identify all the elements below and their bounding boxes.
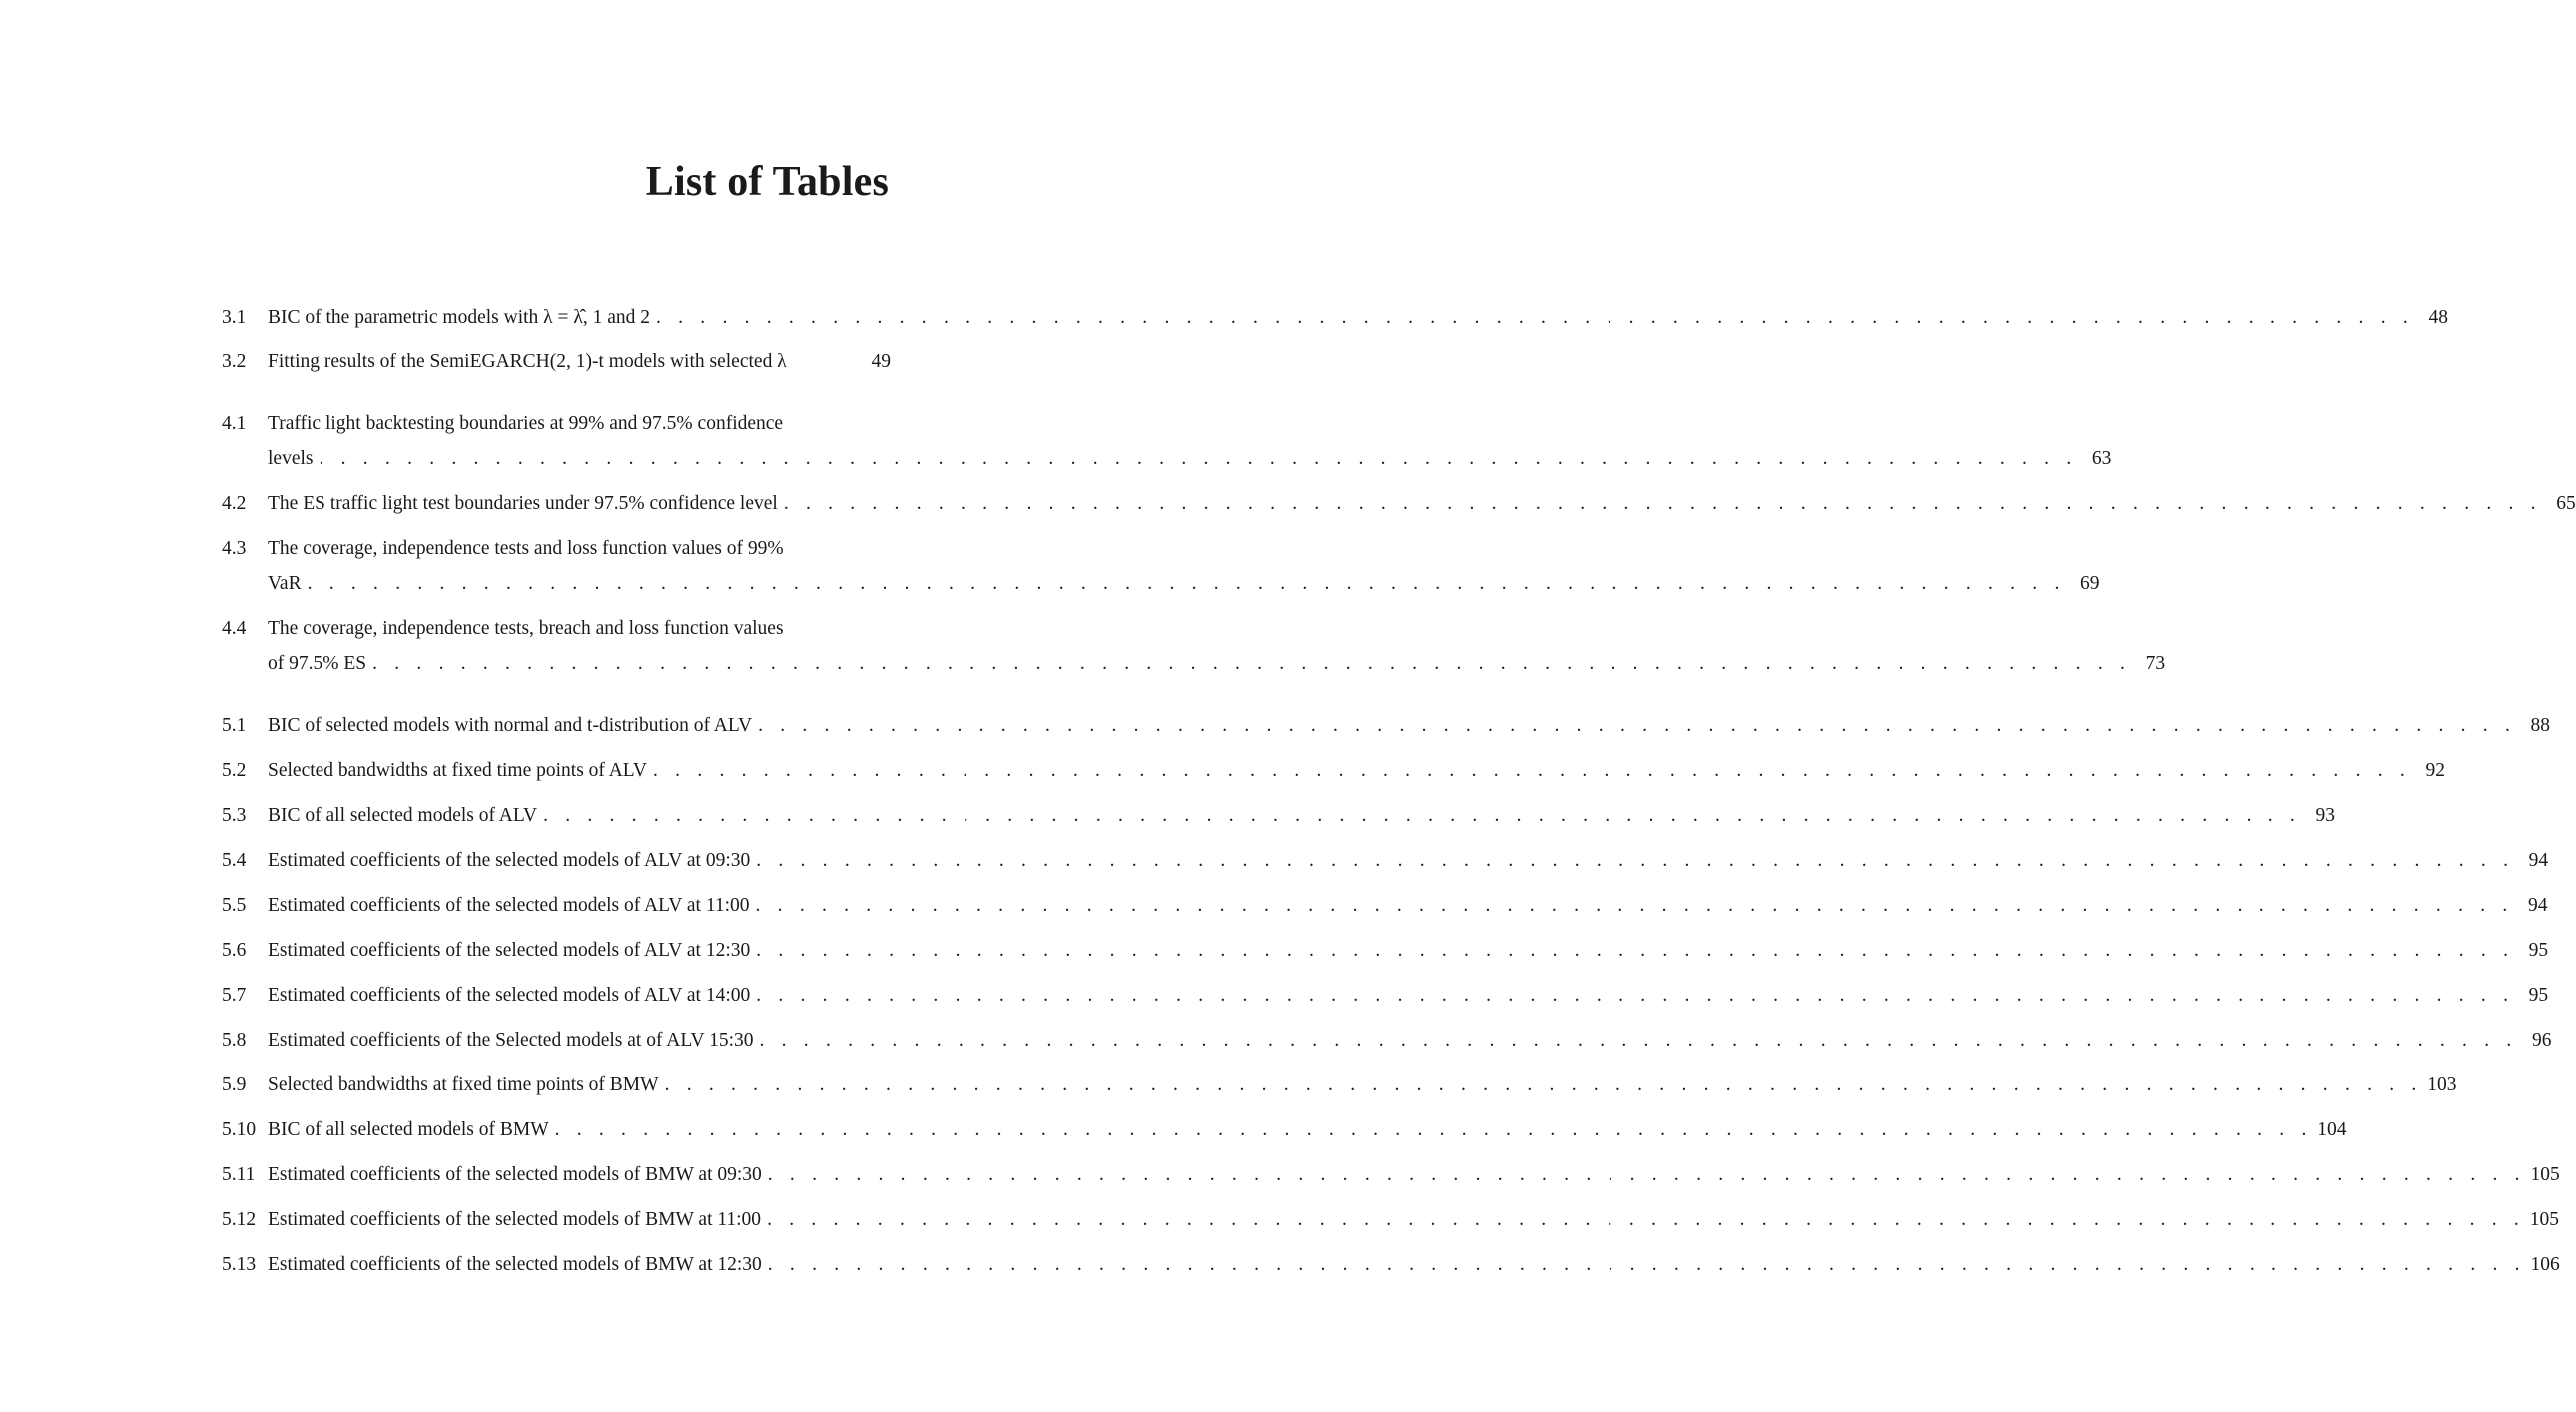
page-number: 49 (871, 352, 891, 372)
page-number: 73 (2145, 653, 2166, 674)
entry-body (268, 1157, 2560, 1192)
dot-leader: . . . . . . . . . . . . . . . . . . . . . . . . . . . . . . . . . . . . . . . . . . . . . . . . . . . . . . . . . . . . . . . . . . . . . . . . . . . . . . . . (756, 940, 2515, 961)
table-number: 3.2 (222, 352, 247, 372)
dot-leader: . . . . . . . . . . . . . . . . . . . . . . . . . . . . . . . . . . . . . . . . . . . . . . . . . . . . . . . . . . . . . . . . . . . . . . . . . . . . . . . . (653, 760, 2411, 781)
toc-entry[interactable] (222, 1157, 2560, 1192)
toc-entry[interactable] (222, 978, 2549, 1013)
table-caption: BIC of all selected models of BMW (268, 1119, 549, 1140)
entry-body (268, 486, 2576, 521)
entry-body (268, 708, 2550, 743)
table-caption: Selected bandwidths at fixed time points of ALV (268, 760, 648, 781)
table-caption-line: The coverage, independence tests and loss function values of 99% (268, 538, 784, 559)
dot-leader: . . . . . . . . . . . . . . . . . . . . . . . . . . . . . . . . . . . . . . . . . . . . . . . . . . . . . . . . . . . . . . . . . . . . . . . . . . . . . . . . (319, 448, 2078, 469)
entry-gap (222, 1102, 891, 1112)
table-number: 5.11 (222, 1164, 256, 1185)
entry-body (268, 1202, 2559, 1237)
table-caption: Estimated coefficients of the selected models of BMW at 11:00 (268, 1209, 762, 1230)
table-caption: Estimated coefficients of the selected models of ALV at 12:30 (268, 940, 751, 961)
table-caption: BIC of the parametric models with λ = λ̂, 1 and 2 (268, 307, 650, 328)
caption-last-line (268, 933, 2548, 968)
entry-body (268, 300, 2448, 335)
table-of-contents (222, 300, 2576, 1282)
entry-body (268, 406, 2111, 476)
toc-entry[interactable] (222, 753, 2445, 788)
table-caption: VaR (268, 573, 302, 594)
entry-gap (222, 1058, 891, 1067)
toc-entry[interactable] (222, 843, 2549, 878)
page-number: 93 (2315, 805, 2336, 826)
entry-body (268, 753, 2445, 788)
table-number: 5.2 (222, 760, 247, 781)
table-caption: levels (268, 448, 314, 469)
table-caption-line: Traffic light backtesting boundaries at 99% and 97.5% confidence (268, 413, 784, 434)
table-number: 4.1 (222, 413, 247, 434)
entry-body (268, 888, 2547, 923)
page-number: 69 (2080, 573, 2100, 594)
entry-gap (222, 521, 891, 531)
table-number: 5.9 (222, 1074, 247, 1095)
caption-last-line (268, 798, 2335, 833)
entry-gap (222, 968, 891, 978)
caption-last-line (268, 566, 2100, 601)
entry-gap (222, 833, 891, 843)
caption-last-line (268, 1023, 2551, 1058)
dot-leader: . . . . . . . . . . . . . . . . . . . . . . . . . . . . . . . . . . . . . . . . . . . . . . . . . . . . . . . . . . . . . . . . . . . . . . . . . . . . . . . . (767, 1164, 2526, 1185)
entry-body (268, 1067, 2457, 1102)
table-caption: Estimated coefficients of the selected models of ALV at 11:00 (268, 895, 750, 916)
entry-body (268, 978, 2548, 1013)
table-caption: BIC of selected models with normal and t-distribution of ALV (268, 715, 753, 736)
dot-leader: . . . . . . . . . . . . . . . . . . . . . . . . . . . . . . . . . . . . . . . . . . . . . . . . . . . . . . . . . . . . . . . . . . . . . . . . . . . . . . . . (307, 573, 2066, 594)
toc-entry[interactable] (222, 486, 2576, 521)
toc-entry[interactable] (222, 611, 2166, 681)
entry-body (268, 1247, 2560, 1282)
table-number: 3.1 (222, 307, 247, 328)
dot-leader: . . . . . . . . . . . . . . . . . . . . . . . . . . . . . . . . . . . . . . . . . . . . . . . . . . . . . . . . . . . . . . . . . . . . . . . . . . . . . . . . (755, 895, 2514, 916)
page-number: 48 (2428, 307, 2448, 328)
caption-last-line (268, 753, 2445, 788)
table-caption: BIC of all selected models of ALV (268, 805, 538, 826)
caption-last-line (268, 486, 2576, 521)
caption-last-line (268, 1112, 2347, 1147)
toc-entry[interactable] (222, 933, 2549, 968)
dot-leader: . . . . . . . . . . . . . . . . . . . . . . . . . . . . . . . . . . . . . . . . . . . . . . . . . . . . . . . . . . . . . . . . . . . . . . . . . . . . . . . . (372, 653, 2132, 674)
toc-entry[interactable] (222, 1023, 2552, 1058)
dot-leader: . . . . . . . . . . . . . . . . . . . . . . . . . . . . . . . . . . . . . . . . . . . . . . . . . . . . . . . . . . . . . . . . . . . . . . . . . . . . . . . . (543, 805, 2302, 826)
chapter-gap (222, 681, 891, 708)
page-number: 95 (2528, 985, 2549, 1006)
table-number: 5.6 (222, 940, 247, 961)
page-number: 104 (2317, 1119, 2347, 1140)
toc-entry[interactable] (222, 531, 2100, 601)
entry-gap (222, 788, 891, 798)
entry-body (268, 933, 2548, 968)
table-number: 5.5 (222, 895, 247, 916)
table-caption: Estimated coefficients of the selected models of BMW at 12:30 (268, 1254, 762, 1275)
page-number: 96 (2531, 1030, 2552, 1051)
toc-entry[interactable] (222, 1247, 2560, 1282)
entry-gap (222, 923, 891, 933)
dot-leader: . . . . . . . . . . . . . . . . . . . . . . . . . . . . . . . . . . . . . . . . . . . . . . . . . . . . . . . . . . . . . . . . . . . . . . . . . . . . . . . . (554, 1119, 2313, 1140)
table-caption: of 97.5% ES (268, 653, 367, 674)
page-number: 88 (2530, 715, 2551, 736)
dot-leader: . . . . . . . . . . . . . . . . . . . . . . . . . . . . . . . . . . . . . . . . . . . . . . . . . . . . . . . . . . . . . . . . . . . . . . . . . . . . . . . . (783, 493, 2542, 514)
entry-body (268, 345, 891, 379)
table-number: 4.4 (222, 618, 247, 639)
chapter-gap (222, 379, 891, 406)
dot-leader: . . . . . . . . . . . . . . . . . . . . . . . . . . . . . . . . . . . . . . . . . . . . . . . . . . . . . . . . . . . . . . . . . . . . . . . . . . . . . . . . (664, 1074, 2423, 1095)
table-caption: Estimated coefficients of the Selected models at of ALV 15:30 (268, 1030, 754, 1051)
page-number: 63 (2091, 448, 2112, 469)
entry-gap (222, 335, 891, 345)
table-number: 5.4 (222, 850, 247, 871)
entry-gap (222, 743, 891, 753)
toc-entry[interactable] (222, 888, 2548, 923)
toc-entry[interactable] (222, 406, 2112, 476)
caption-last-line (268, 441, 2111, 476)
caption-last-line (268, 888, 2547, 923)
table-caption: Fitting results of the SemiEGARCH(2, 1)-t models with selected λ (268, 352, 787, 372)
entry-gap (222, 1147, 891, 1157)
page-number: 103 (2427, 1074, 2457, 1095)
caption-last-line (268, 1067, 2457, 1102)
entry-body (268, 611, 2165, 681)
dot-leader: . . . . . . . . . . . . . . . . . . . . . . . . . . . . . . . . . . . . . . . . . . . . . . . . . . . . . . . . . . . . . . . . . . . . . . . . . . . . . . . . (767, 1254, 2526, 1275)
toc-entry[interactable] (222, 708, 2551, 743)
page-number: 95 (2528, 940, 2549, 961)
entry-body (268, 843, 2548, 878)
table-caption: Estimated coefficients of the selected models of BMW at 09:30 (268, 1164, 762, 1185)
caption-last-line (268, 1157, 2560, 1192)
dot-leader: . . . . . . . . . . . . . . . . . . . . . . . . . . . . . . . . . . . . . . . . . . . . . . . . . . . . . . . . . . . . . . . . . . . . . . . . . . . . . . . . (767, 1209, 2525, 1230)
page-number: 105 (2530, 1164, 2560, 1185)
dot-leader: . . . . . . . . . . . . . . . . . . . . . . . . . . . . . . . . . . . . . . . . . . . . . . . . . . . . . . . . . . . . . . . . . . . . . . . . . . . . . . . . (759, 1030, 2518, 1051)
table-number: 5.1 (222, 715, 247, 736)
toc-entry[interactable] (222, 345, 891, 379)
toc-entry[interactable] (222, 798, 2336, 833)
table-number: 5.3 (222, 805, 247, 826)
dot-leader: . . . . . . . . . . . . . . . . . . . . . . . . . . . . . . . . . . . . . . . . . . . . . . . . . . . . . . . . . . . . . . . . . . . . . . . . . . . . . . . . (656, 307, 2414, 328)
page-number: 94 (2527, 895, 2548, 916)
page-number: 105 (2529, 1209, 2559, 1230)
toc-entry[interactable] (222, 1112, 2347, 1147)
entry-gap (222, 476, 891, 486)
table-number: 5.8 (222, 1030, 247, 1051)
entry-gap (222, 878, 891, 888)
toc-entry[interactable] (222, 300, 2448, 335)
table-number: 5.10 (222, 1119, 257, 1140)
table-caption: The ES traffic light test boundaries under 97.5% confidence level (268, 493, 778, 514)
table-number: 4.3 (222, 538, 247, 559)
table-number: 5.13 (222, 1254, 257, 1275)
table-caption: Estimated coefficients of the selected models of ALV at 09:30 (268, 850, 751, 871)
entry-gap (222, 601, 891, 611)
toc-entry[interactable] (222, 1067, 2457, 1102)
toc-entry[interactable] (222, 1202, 2559, 1237)
page-number: 106 (2530, 1254, 2560, 1275)
caption-last-line (268, 646, 2165, 681)
page-number: 92 (2425, 760, 2445, 781)
entry-body (268, 798, 2335, 833)
entry-body (268, 1023, 2551, 1058)
entry-body (268, 531, 2100, 601)
caption-last-line (268, 843, 2548, 878)
caption-last-line (268, 300, 2448, 335)
caption-last-line (268, 1202, 2559, 1237)
dot-leader: . . . . . . . . . . . . . . . . . . . . . . . . . . . . . . . . . . . . . . . . . . . . . . . . . . . . . . . . . . . . . . . . . . . . . . . . . . . . . . . . (756, 850, 2515, 871)
dot-leader: . . . . . . . . . . . . . . . . . . . . . . . . . . . . . . . . . . . . . . . . . . . . . . . . . . . . . . . . . . . . . . . . . . . . . . . . . . . . . . . . (758, 715, 2517, 736)
table-caption: Estimated coefficients of the selected models of ALV at 14:00 (268, 985, 751, 1006)
table-caption-line: The coverage, independence tests, breach and loss function values (268, 618, 784, 639)
page-number: 94 (2528, 850, 2549, 871)
caption-last-line (268, 708, 2550, 743)
caption-last-line (268, 1247, 2560, 1282)
caption-last-line (268, 978, 2548, 1013)
page-number: 65 (2556, 493, 2576, 514)
entry-gap (222, 1192, 891, 1202)
dot-leader: . . . . . . . . . . . . . . . . . . . . . . . . . . . . . . . . . . . . . . . . . . . . . . . . . . . . . . . . . . . . . . . . . . . . . . . . . . . . . . . . (756, 985, 2515, 1006)
entry-gap (222, 1237, 891, 1247)
table-number: 5.12 (222, 1209, 257, 1230)
caption-last-line (268, 345, 891, 379)
entry-gap (222, 1013, 891, 1023)
page-title: List of Tables (645, 159, 889, 205)
table-caption: Selected bandwidths at fixed time points of BMW (268, 1074, 659, 1095)
table-number: 5.7 (222, 985, 247, 1006)
table-number: 4.2 (222, 493, 247, 514)
entry-body (268, 1112, 2347, 1147)
